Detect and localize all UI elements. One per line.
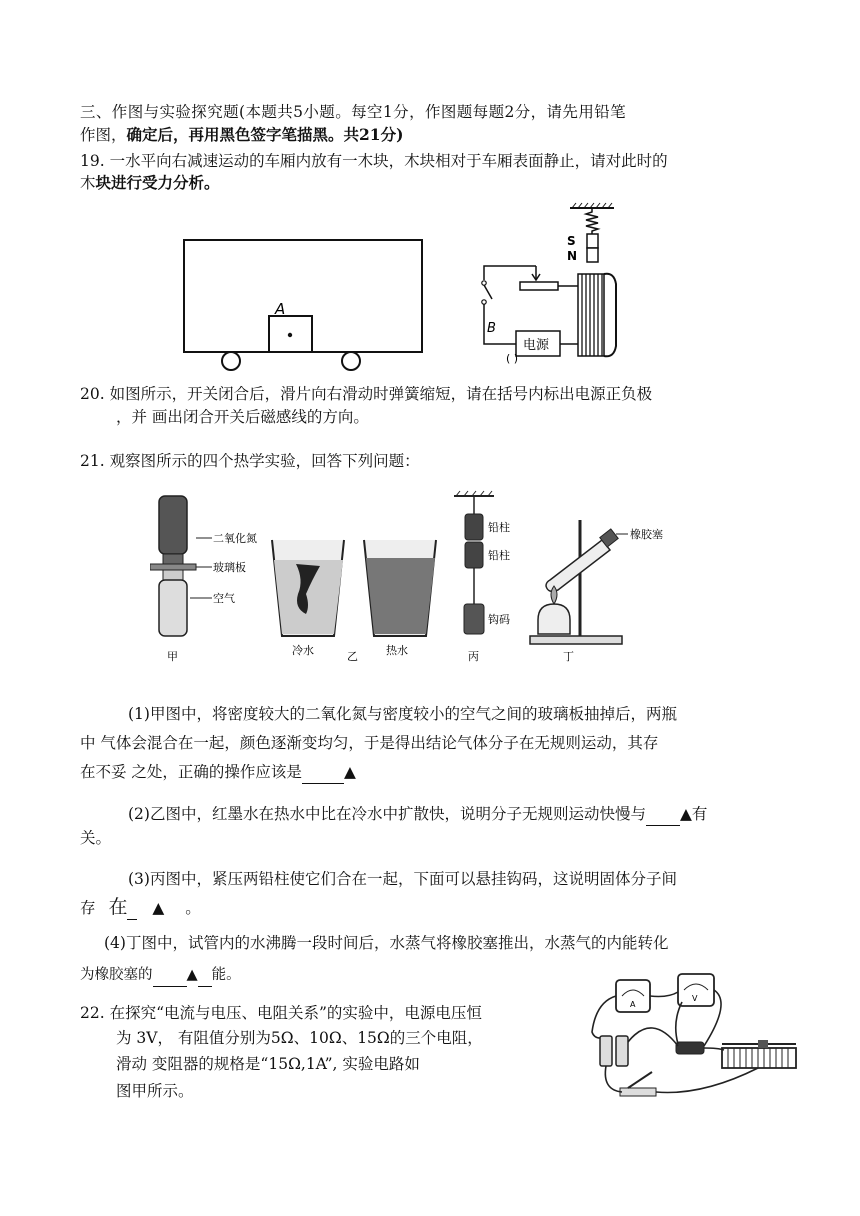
label-cold-water: 冷水 [292, 644, 314, 657]
triangle-4: ▲ [186, 967, 198, 983]
label-glass-plate: 玻璃板 [213, 561, 246, 574]
lead-cylinder-top [465, 514, 483, 540]
wheel-left [222, 352, 240, 370]
label-bing: 丙 [468, 650, 479, 663]
q21-intro: 21. 观察图所示的四个热学实验，回答下列问题： [80, 452, 420, 470]
q21-p3-line2-a: 存 [80, 899, 96, 917]
pole-s-label: S [567, 234, 576, 248]
q21-p1-line1: (1)甲图中，将密度较大的二氧化氮与密度较小的空气之间的玻璃板抽掉后，两瓶 [128, 705, 677, 723]
q19-line1: 19. 一水平向右减速运动的车厢内放有一木块，木块相对于车厢表面静止，请对此时的 [80, 152, 668, 170]
ammeter-label: A [630, 1000, 636, 1009]
q19-line2-a: 木 [80, 174, 96, 192]
answer-blank-4[interactable] [153, 964, 187, 987]
q19-carriage-figure [178, 236, 428, 372]
label-jia: 甲 [167, 650, 178, 663]
bar-magnet-s [587, 234, 598, 248]
solenoid-outer-wire [604, 274, 616, 357]
q21-p4-line2-a: 为橡胶塞的 [80, 967, 153, 983]
answer-blank-4b[interactable] [198, 964, 212, 987]
q21-p3-line2-b: 在 [108, 896, 128, 918]
block-center-dot [288, 333, 292, 337]
section-header-line2 [80, 124, 403, 146]
q22-line2: 为 3V， 有阻值分别为5Ω、10Ω、15Ω的三个电阻， [116, 1029, 483, 1047]
pole-n-label: N [567, 249, 578, 263]
lead-cylinder-bottom [465, 542, 483, 568]
q22-line1: 22. 在探究“电流与电压、电阻关系”的实验中，电源电压恒 [80, 1004, 482, 1022]
q22-line3: 滑动 变阻器的规格是“15Ω,1A”, 实验电路如 [116, 1055, 420, 1073]
wheel-right [342, 352, 360, 370]
answer-blank-1[interactable] [302, 761, 344, 784]
label-yi: 乙 [347, 650, 358, 663]
knife-switch [620, 1088, 656, 1096]
answer-blank-3[interactable] [127, 897, 137, 920]
sliding-rheostat [722, 1048, 796, 1068]
label-lead-1: 铅柱 [488, 521, 510, 534]
triangle-2: ▲ [679, 805, 692, 823]
block-label: A [275, 300, 286, 318]
bar-magnet-n [587, 248, 598, 262]
q21-p4-line1: (4)丁图中，试管内的水沸腾一段时间后，水蒸气将橡胶塞推出，水蒸气的内能转化 [104, 934, 669, 952]
q21-p3-line1: (3)丙图中，紧压两铅柱使它们合在一起，下面可以悬挂钩码，这说明固体分子间 [128, 870, 677, 888]
section-header-line2-a: 作图， [80, 126, 127, 144]
q20-line2: ，并 画出闭合开关后磁感线的方向。 [116, 408, 369, 426]
q21-p3-line2-c: 。 [185, 899, 201, 917]
q22-line4: 图甲所示。 [116, 1082, 194, 1100]
glass-plate [150, 564, 196, 570]
q21-p4-line2 [80, 964, 241, 987]
triangle-1: ▲ [343, 763, 356, 781]
label-weight: 钩码 [488, 613, 510, 626]
label-ding: 丁 [563, 650, 574, 663]
label-lead-2: 铅柱 [488, 549, 510, 562]
q19-line2 [80, 172, 220, 194]
test-tube [546, 540, 610, 591]
section-header-line1: 三、作图与实验探究题(本题共5小题。每空1分，作图题每题2分，请先用铅笔 [80, 103, 627, 121]
q22-circuit-figure [582, 972, 804, 1106]
q21-p2-line2: 关。 [80, 829, 112, 847]
resistor [676, 1042, 704, 1054]
switch-label: B [487, 321, 496, 336]
q21-p1-line3 [80, 761, 356, 784]
alcohol-lamp [538, 604, 570, 634]
polarity-parens: ( ) [506, 352, 519, 365]
hook-weight [464, 604, 484, 634]
q21-p1-line3-text: 在不妥 之处，正确的操作应该是 [80, 763, 302, 781]
voltmeter-label: V [692, 994, 698, 1003]
battery-2 [616, 1036, 628, 1066]
carriage-body [184, 240, 422, 352]
q21-p2-line1 [128, 803, 707, 826]
label-stopper: 橡胶塞 [630, 528, 663, 541]
q21-experiments-figure [150, 490, 710, 666]
q21-p2-line1-text: (2)乙图中，红墨水在热水中比在冷水中扩散快，说明分子无规则运动快慢与 [128, 805, 646, 823]
section-header-line2-b: 确定后，再用黑色签字笔描黑。共21分) [126, 125, 404, 144]
bottle-setup [150, 496, 196, 636]
spring [586, 208, 598, 234]
stand-base [530, 636, 622, 644]
switch-blade [484, 285, 492, 299]
answer-blank-2[interactable] [646, 803, 680, 826]
q20-circuit-figure [474, 200, 624, 368]
wire-left-top [484, 266, 536, 280]
battery-1 [600, 1036, 612, 1066]
q21-p4-line2-b: 能。 [211, 967, 241, 983]
power-label: 电源 [523, 338, 550, 353]
rheostat [520, 282, 558, 290]
label-no2: 二氧化氮 [213, 532, 257, 545]
q21-p1-line2: 中 气体会混合在一起，颜色逐渐变均匀，于是得出结论气体分子在无规则运动，其存 [80, 734, 659, 752]
q21-p3-line2 [80, 896, 201, 920]
q20-line1: 20. 如图所示，开关闭合后，滑片向右滑动时弹簧缩短，请在括号内标出电源正负极 [80, 385, 653, 403]
label-air: 空气 [213, 592, 235, 605]
q21-p2-line1-end: 有 [691, 805, 708, 823]
q19-line2-b: 块进行受力分析。 [95, 173, 220, 192]
label-hot-water: 热水 [386, 644, 408, 657]
triangle-3: ▲ [152, 899, 165, 917]
